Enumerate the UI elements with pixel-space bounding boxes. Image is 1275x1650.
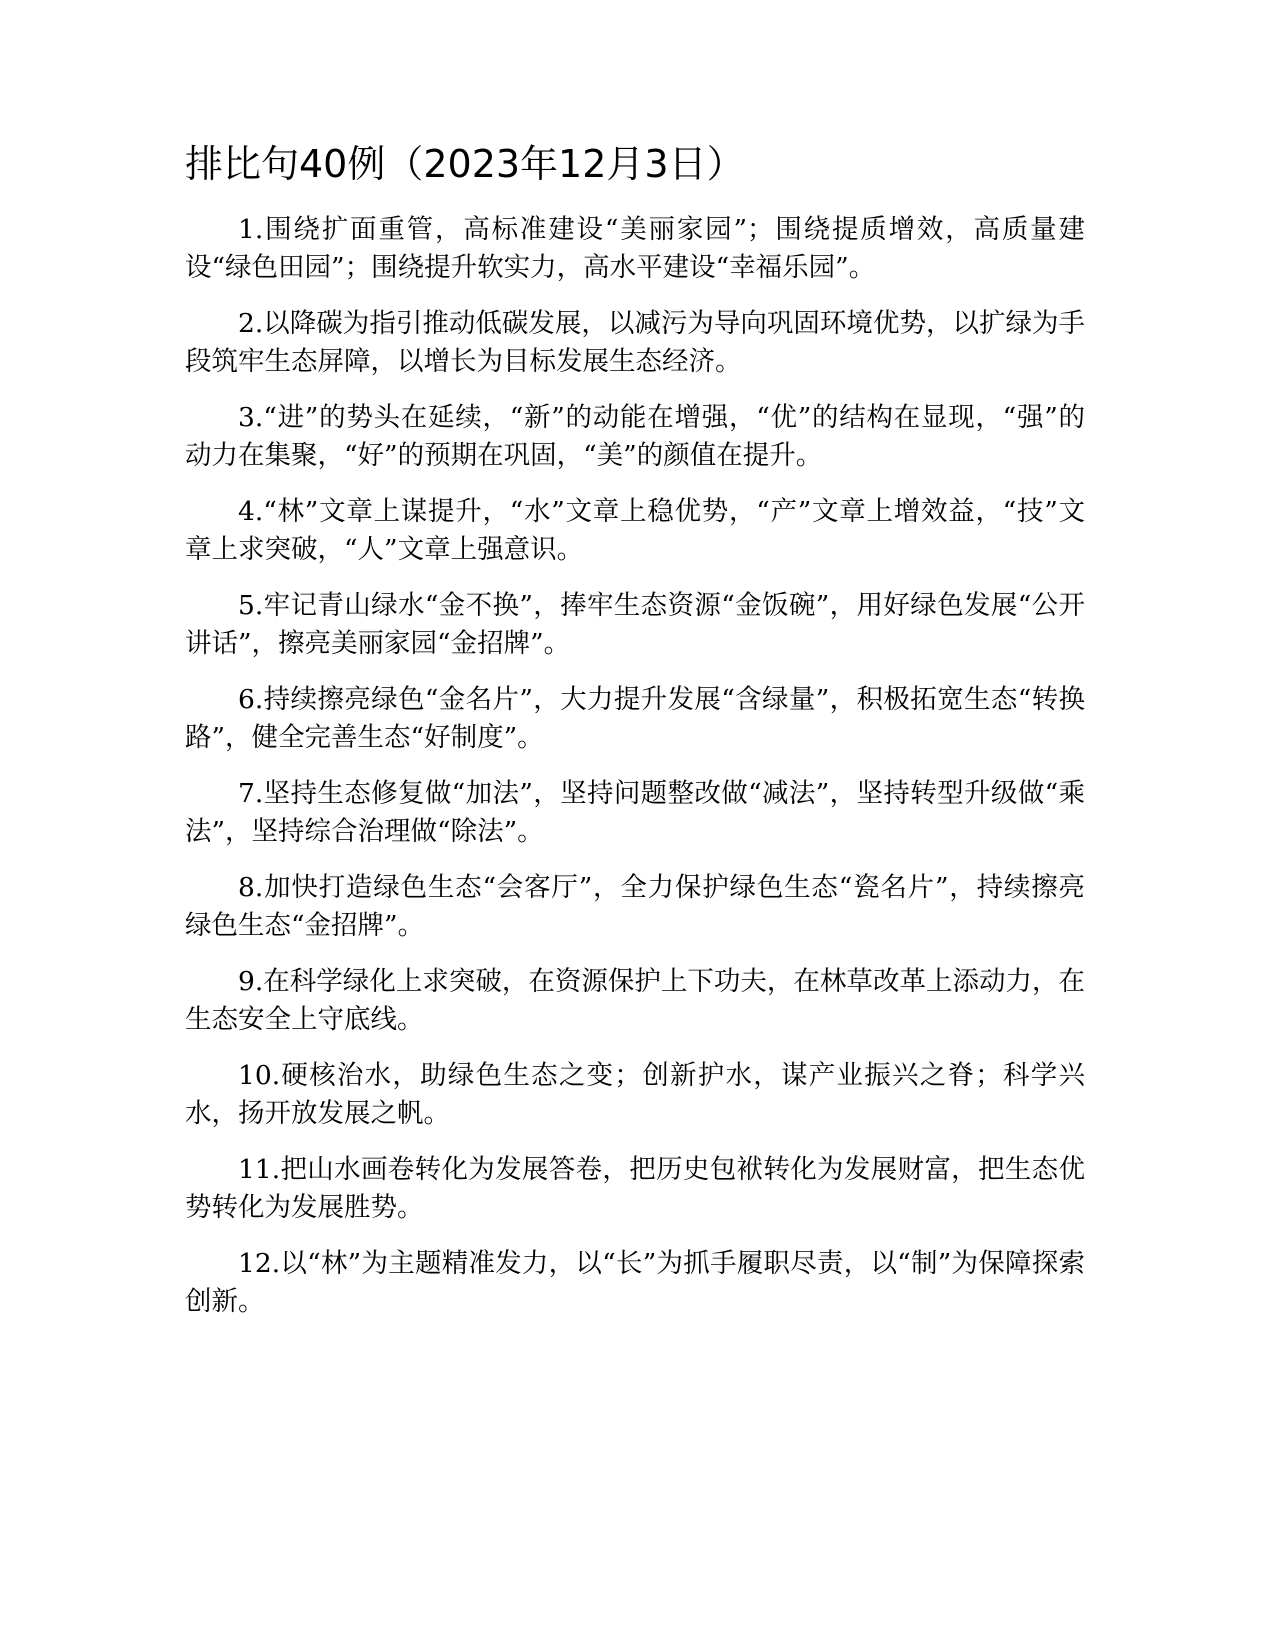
paragraph-3: 3.“进”的势头在延续，“新”的动能在增强，“优”的结构在显现，“强”的动力在集聚，“好”的预期在巩固，“美”的颜值在提升。: [185, 402, 1085, 472]
paragraph-1: 1.围绕扩面重管，高标准建设“美丽家园”；围绕提质增效，高质量建设“绿色田园”；围绕提升软实力，高水平建设“幸福乐园”。: [185, 214, 1085, 284]
document-title: 排比句40例（2023年12月3日）: [185, 142, 745, 186]
paragraph-8: 8.加快打造绿色生态“会客厅”，全力保护绿色生态“瓷名片”，持续擦亮绿色生态“金招牌”。: [185, 872, 1085, 942]
paragraph-12: 12.以“林”为主题精准发力，以“长”为抓手履职尽责，以“制”为保障探索创新。: [185, 1248, 1085, 1318]
paragraph-10: 10.硬核治水，助绿色生态之变；创新护水，谋产业振兴之脊；科学兴水，扬开放发展之帆。: [185, 1060, 1085, 1130]
paragraph-9: 9.在科学绿化上求突破，在资源保护上下功夫，在林草改革上添动力，在生态安全上守底线。: [185, 966, 1085, 1036]
document-page: [185, 140, 1085, 1339]
paragraph-4: 4.“林”文章上谋提升，“水”文章上稳优势，“产”文章上增效益，“技”文章上求突破，“人”文章上强意识。: [185, 496, 1085, 566]
paragraph-11: 11.把山水画卷转化为发展答卷，把历史包袱转化为发展财富，把生态优势转化为发展胜势。: [185, 1154, 1085, 1224]
paragraph-6: 6.持续擦亮绿色“金名片”，大力提升发展“含绿量”，积极拓宽生态“转换路”，健全完善生态“好制度”。: [185, 684, 1085, 754]
paragraph-5: 5.牢记青山绿水“金不换”，捧牢生态资源“金饭碗”，用好绿色发展“公开讲话”，擦亮美丽家园“金招牌”。: [185, 590, 1085, 660]
paragraph-2: 2.以降碳为指引推动低碳发展，以减污为导向巩固环境优势，以扩绿为手段筑牢生态屏障，以增长为目标发展生态经济。: [185, 308, 1085, 378]
paragraph-7: 7.坚持生态修复做“加法”，坚持问题整改做“减法”，坚持转型升级做“乘法”，坚持综合治理做“除法”。: [185, 778, 1085, 848]
